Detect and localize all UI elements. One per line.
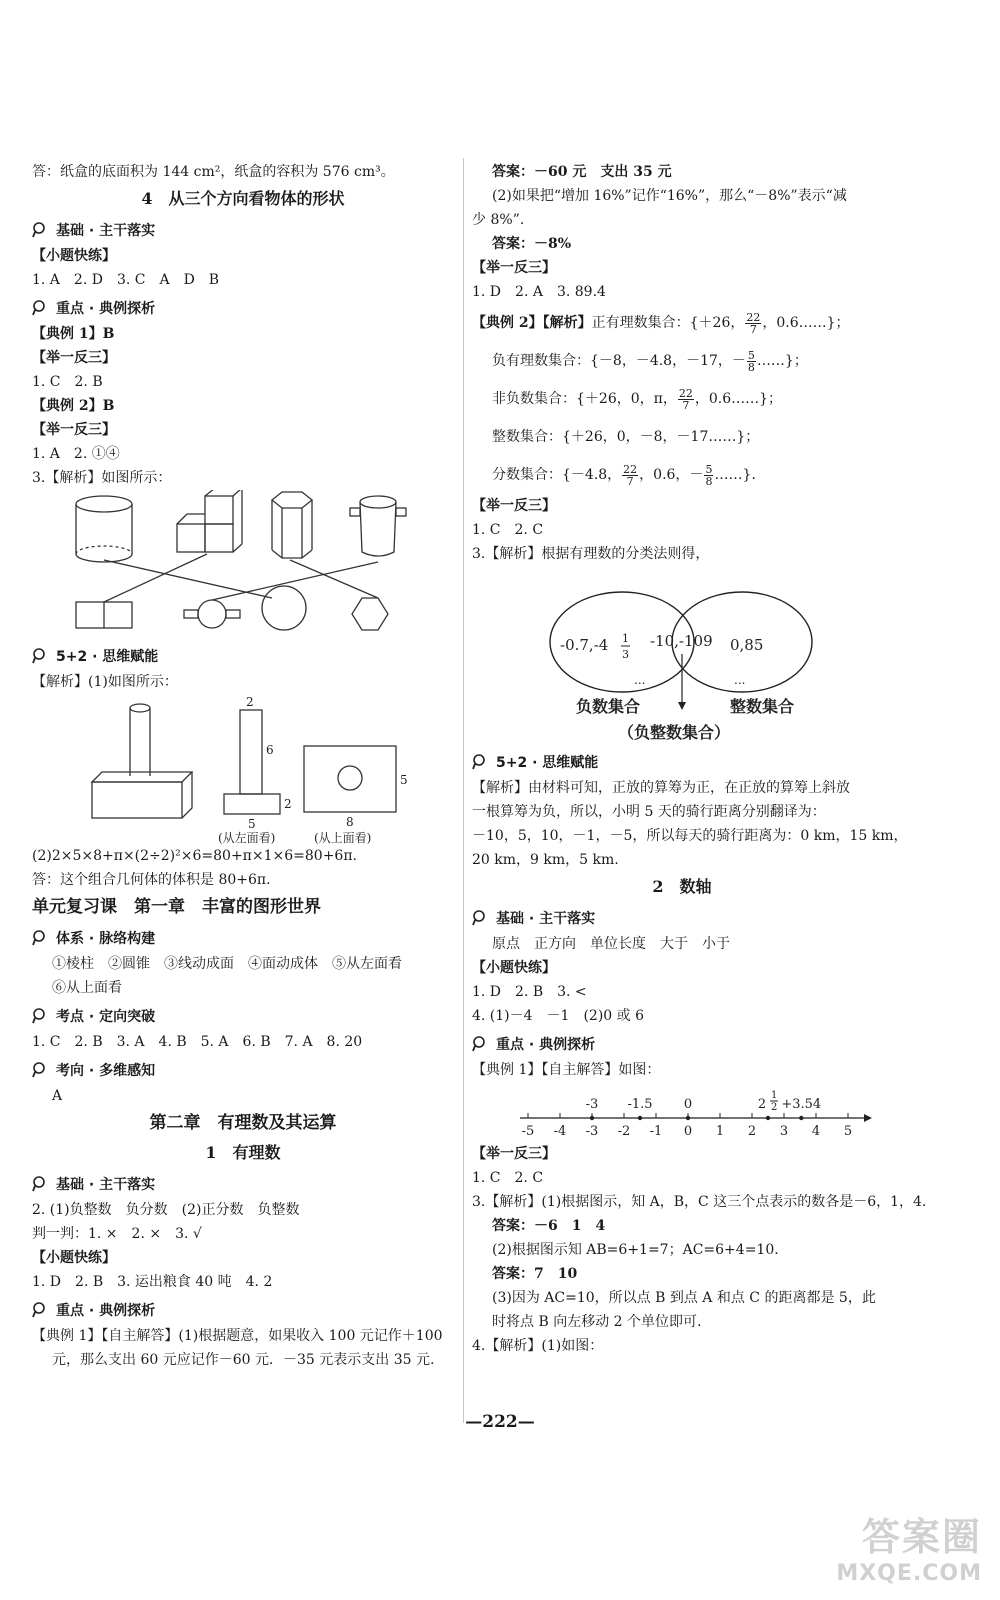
analysis-text: 【解析】由材料可知，正放的算筹为正，在正放的算筹上斜放 xyxy=(472,780,850,796)
point-mark xyxy=(590,1116,594,1120)
section-title: 重点 · 典例探析 xyxy=(496,1037,596,1053)
label: 【举一反三】 xyxy=(472,498,556,514)
answers: 【典例 1】B xyxy=(32,326,115,342)
circle-view xyxy=(262,586,306,630)
label: 【小题快练】 xyxy=(32,1250,116,1266)
answers: 1. C 2. C xyxy=(472,522,544,538)
view-caption: (从上面看) xyxy=(314,831,372,844)
fraction: $\frac{22}{7}$ xyxy=(678,386,693,412)
answers: 【典例 1】【自主解答】(1)根据题意，如果收入 100 元记作＋100 xyxy=(32,1328,443,1344)
section-title: 基础 · 主干落实 xyxy=(56,1177,156,1193)
section-header xyxy=(32,644,454,668)
tick-label: 3 xyxy=(779,1124,789,1139)
solid-views-figure xyxy=(32,694,452,844)
dim-label: 8 xyxy=(346,815,354,829)
answer-text: 答：纸盒的底面积为 144 cm²，纸盒的容积为 576 cm³。 xyxy=(32,164,395,180)
dim-label: 2 xyxy=(284,797,292,811)
review-title: 单元复习课 第一章 丰富的图形世界 xyxy=(32,897,321,917)
venn-diagram xyxy=(472,566,892,746)
hex-prism-shape xyxy=(272,492,312,558)
section-title: 5+2 · 思维赋能 xyxy=(56,649,159,665)
lesson-title: 1 有理数 xyxy=(205,1143,281,1162)
text-line: (2)如果把“增加 16%”记作“16%”，那么“－8%”表示“减 xyxy=(492,188,847,204)
answers: 判一判：1. × 2. × 3. √ xyxy=(32,1226,202,1242)
tick-label: 5 xyxy=(843,1124,853,1139)
analysis-text: －10，5，10，－1，－5，所以每天的骑行距离为：0 km，15 km， xyxy=(472,828,908,844)
section-header xyxy=(32,1058,454,1082)
analysis-text: (3)因为 AC=10，所以点 B 到点 A 和点 C 的距离都是 5，此 xyxy=(492,1290,876,1306)
cylinder-shape xyxy=(76,496,132,562)
chapter-title: 第二章 有理数及其运算 xyxy=(149,1113,337,1133)
section-header xyxy=(32,218,454,242)
venn-mid-values: -10,-109 xyxy=(650,632,713,650)
cube-stack-shape xyxy=(177,490,242,552)
answers: ⑥从上面看 xyxy=(52,980,122,996)
tick-label: -1 xyxy=(649,1124,663,1139)
answers: 3.【解析】如图所示： xyxy=(32,470,172,486)
section-header xyxy=(32,1004,454,1028)
point-mark xyxy=(686,1116,690,1120)
answers: 4. (1)－4 －1 (2)0 或 6 xyxy=(472,1008,644,1024)
set-integer: 整数集合：{＋26，0，－8，－17……}； xyxy=(492,429,760,445)
analysis-text: 20 km，9 km，5 km. xyxy=(472,852,619,868)
answers: 1. A 2. ①④ xyxy=(32,446,120,462)
magnifier-icon xyxy=(32,1007,50,1025)
answer-line: 答案：－8% xyxy=(492,236,572,252)
point-label: +3.54 xyxy=(781,1097,822,1112)
section-title: 重点 · 典例探析 xyxy=(56,301,156,317)
label: 【小题快练】 xyxy=(32,248,116,264)
hexagon-view xyxy=(352,598,388,630)
magnifier-icon xyxy=(32,1175,50,1193)
section-title: 5+2 · 思维赋能 xyxy=(496,755,599,771)
answer-line: 答案：7 10 xyxy=(492,1266,578,1282)
watermark-text: 答案圈 xyxy=(861,1515,982,1559)
analysis-text: 3.【解析】根据有理数的分类法则得， xyxy=(472,546,710,562)
venn-dots: ... xyxy=(634,673,646,687)
analysis-text: (2)根据图示知 AB=6+1=7；AC=6+4=10. xyxy=(492,1242,779,1258)
mixed-num: 1 xyxy=(622,632,629,645)
answer-line: 答案：－6 1 4 xyxy=(492,1218,606,1234)
tick-label: -2 xyxy=(617,1124,631,1139)
venn-label: （负整数集合） xyxy=(618,723,731,742)
label: 【典例 2】【解析】 xyxy=(472,315,592,331)
section-header xyxy=(472,750,892,774)
dim-label: 5 xyxy=(400,773,408,787)
analysis-text: 时将点 B 向左移动 2 个单位即可. xyxy=(492,1314,702,1330)
set-nonnegative: 非负数集合：{＋26，0，π， $\frac{22}{7}$ ，0.6……}； xyxy=(492,386,783,412)
fraction: $\frac{5}{8}$ xyxy=(747,348,755,374)
point-mark xyxy=(766,1116,770,1120)
pot-top-view xyxy=(184,600,240,628)
analysis-text: 3.【解析】(1)根据图示，知 A，B，C 这三个点表示的数各是－6，1，4. xyxy=(472,1194,927,1210)
page-number: —222— xyxy=(465,1412,535,1432)
label: 【举一反三】 xyxy=(472,260,556,276)
magnifier-icon xyxy=(32,1061,50,1079)
lesson-title: 4 从三个方向看物体的形状 xyxy=(141,189,345,208)
answer-line: 答案：－60 元 支出 35 元 xyxy=(492,164,672,180)
text-line: 少 8%”. xyxy=(472,212,525,228)
answers: 【典例 1】【自主解答】如图： xyxy=(472,1062,661,1078)
point-label: -3 xyxy=(585,1097,599,1112)
section-title: 基础 · 主干落实 xyxy=(56,223,156,239)
venn-right-values: 0,85 xyxy=(730,636,764,654)
watermark-logo xyxy=(836,1506,982,1586)
answers: 1. C 2. B 3. A 4. B 5. A 6. B 7. A 8. 20 xyxy=(32,1034,363,1050)
answers: 2. (1)负整数 负分数 (2)正分数 负整数 xyxy=(32,1202,300,1218)
answers: 1. D 2. A 3. 89.4 xyxy=(472,284,606,300)
label: 【举一反三】 xyxy=(472,1146,556,1162)
set-negative: 负有理数集合：{－8，－4.8，－17，－ $\frac{5}{8}$ ……}； xyxy=(492,348,808,374)
pot-shape xyxy=(350,496,406,556)
section-header xyxy=(472,1032,892,1056)
analysis-text: 4.【解析】(1)如图： xyxy=(472,1338,604,1354)
answers: 元，那么支出 60 元应记作－60 元．－35 元表示支出 35 元. xyxy=(52,1352,435,1368)
answers: 1. C 2. B xyxy=(32,374,103,390)
dim-label: 5 xyxy=(248,817,256,831)
point-mark xyxy=(799,1116,803,1120)
set-fraction: 分数集合：{－4.8， $\frac{22}{7}$ ，0.6，－ $\frac{5}{8}$ ……}. xyxy=(492,462,756,488)
magnifier-icon xyxy=(32,929,50,947)
venn-left-values: -0.7,-4 xyxy=(560,636,609,654)
answers: 1. D 2. B 3. < xyxy=(472,984,587,1000)
answers: A xyxy=(52,1088,63,1104)
magnifier-icon xyxy=(32,1301,50,1319)
answers: 【典例 2】B xyxy=(32,398,115,414)
label: 【举一反三】 xyxy=(32,350,116,366)
section-title: 基础 · 主干落实 xyxy=(496,911,596,927)
point-label: 2 xyxy=(757,1097,767,1112)
tick-label: 1 xyxy=(715,1124,725,1139)
label: 【小题快练】 xyxy=(472,960,556,976)
calc-answer: 答：这个组合几何体的体积是 80+6π. xyxy=(32,872,271,888)
section-header xyxy=(32,1298,454,1322)
label: 【举一反三】 xyxy=(32,422,116,438)
tick-label: -4 xyxy=(553,1124,567,1139)
section-title: 考点 · 定向突破 xyxy=(56,1009,156,1025)
watermark-url: MXQE.COM xyxy=(836,1561,982,1586)
magnifier-icon xyxy=(472,909,490,927)
fraction: $\frac{5}{8}$ xyxy=(705,462,713,488)
number-line xyxy=(472,1082,892,1142)
venn-label: 负数集合 xyxy=(576,697,641,716)
analysis-text: 【解析】(1)如图所示： xyxy=(32,674,178,690)
dim-label: 6 xyxy=(266,743,274,757)
left-view xyxy=(224,710,280,814)
calc-line: (2)2×5×8+π×(2÷2)²×6=80+π×1×6=80+6π. xyxy=(32,848,357,864)
tick-label: -5 xyxy=(521,1124,535,1139)
lesson-title: 2 数轴 xyxy=(652,877,712,896)
section-title: 考向 · 多维感知 xyxy=(56,1063,156,1079)
answers: 1. A 2. D 3. C A D B xyxy=(32,272,220,288)
tick-label: 2 xyxy=(747,1124,757,1139)
answers: 1. C 2. C xyxy=(472,1170,544,1186)
venn-dots: ... xyxy=(734,673,746,687)
section-header xyxy=(32,926,454,950)
magnifier-icon xyxy=(32,299,50,317)
tick-label: 0 xyxy=(683,1124,693,1139)
fraction: $\frac{22}{7}$ xyxy=(746,310,761,336)
section-header xyxy=(32,296,454,320)
point-mark xyxy=(638,1116,642,1120)
dim-label: 2 xyxy=(246,695,254,709)
mixed-den: 3 xyxy=(622,648,629,661)
combined-solid xyxy=(92,704,192,818)
magnifier-icon xyxy=(32,221,50,239)
section-title: 重点 · 典例探析 xyxy=(56,1303,156,1319)
set-positive: 【典例 2】【解析】正有理数集合：{＋26， $\frac{22}{7}$ ，0.6……}； xyxy=(472,310,850,336)
magnifier-icon xyxy=(472,753,490,771)
section-title: 体系 · 脉络构建 xyxy=(56,931,156,947)
mixed-num: 1 xyxy=(771,1090,778,1101)
left-column xyxy=(32,160,454,1372)
answers: 1. D 2. B 3. 运出粮食 40 吨 4. 2 xyxy=(32,1274,273,1290)
answers: ①棱柱 ②圆锥 ③线动成面 ④面动成体 ⑤从左面看 xyxy=(52,956,402,972)
top-view xyxy=(304,746,396,812)
section-header xyxy=(32,1172,454,1196)
answers: 原点 正方向 单位长度 大于 小于 xyxy=(492,936,730,952)
rect-view xyxy=(76,602,132,628)
magnifier-icon xyxy=(472,1035,490,1053)
shape-matching-figure xyxy=(32,490,452,640)
magnifier-icon xyxy=(32,647,50,665)
right-column xyxy=(472,160,927,1358)
venn-label: 整数集合 xyxy=(730,697,795,716)
tick-label: -3 xyxy=(585,1124,599,1139)
analysis-text: 一根算筹为负，所以，小明 5 天的骑行距离分别翻译为： xyxy=(472,804,826,820)
point-label: -1.5 xyxy=(627,1097,653,1112)
tick-label: 4 xyxy=(811,1124,821,1139)
fraction: $\frac{22}{7}$ xyxy=(623,462,638,488)
mixed-den: 2 xyxy=(771,1102,778,1113)
point-label: 0 xyxy=(683,1097,693,1112)
column-divider xyxy=(463,158,464,1423)
section-header xyxy=(472,906,892,930)
view-caption: (从左面看) xyxy=(218,831,276,844)
